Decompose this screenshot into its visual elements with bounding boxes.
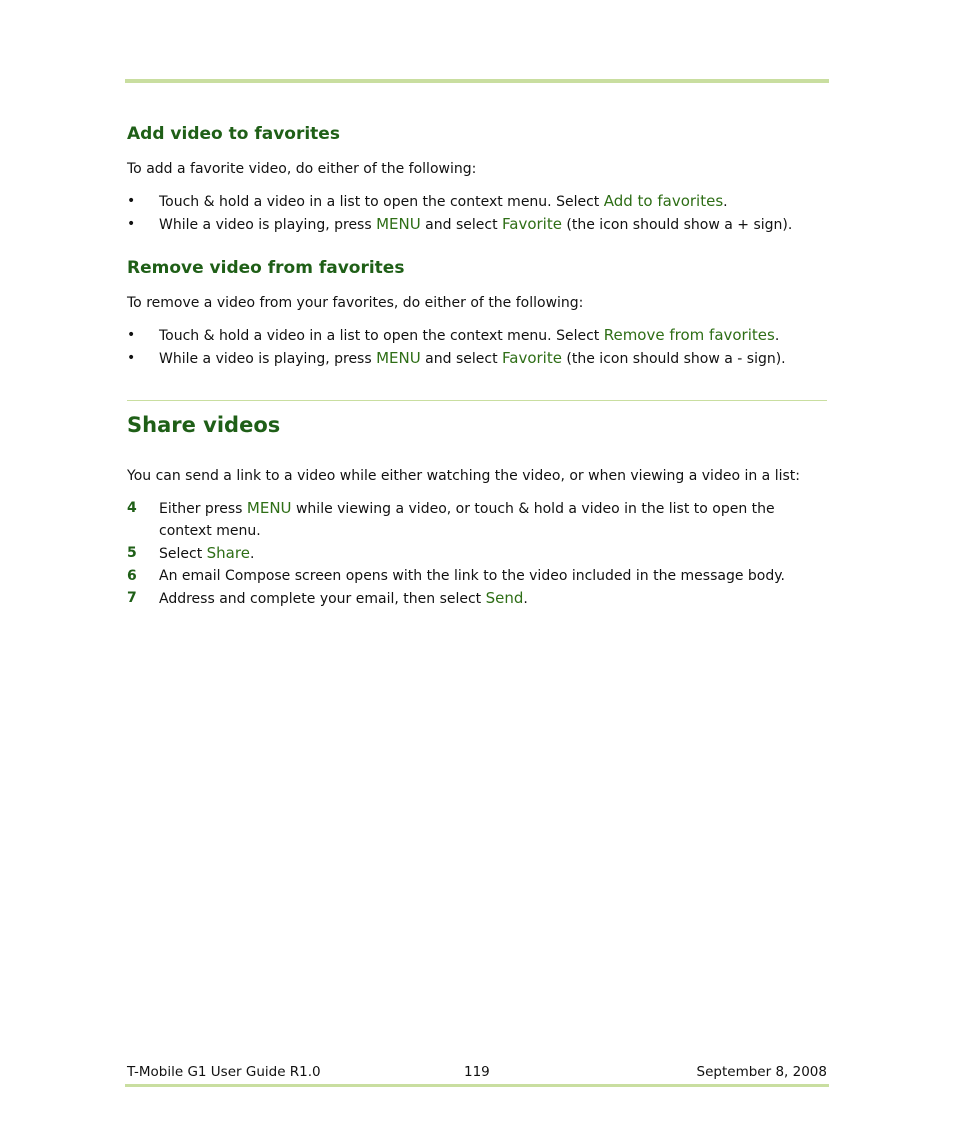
step-number: 5	[127, 545, 137, 561]
ui-term-share: Share	[206, 544, 250, 562]
header-rule	[125, 79, 829, 83]
ui-term-add-to-favorites: Add to favorites	[603, 192, 724, 210]
ui-term-favorite: Favorite	[502, 215, 562, 233]
step-number: 6	[127, 568, 137, 584]
list-item: • While a video is playing, press MENU and select Favorite (the icon should show a - sign).	[127, 349, 786, 367]
bullet: •	[127, 327, 136, 343]
footer-date: September 8, 2008	[696, 1064, 827, 1080]
list-item: • Touch & hold a video in a list to open the context menu. Select Remove from favorites.	[127, 326, 780, 344]
footer-guide-title: T-Mobile G1 User Guide R1.0	[127, 1064, 321, 1080]
footer-rule	[125, 1084, 829, 1087]
ui-term-menu: MENU	[246, 499, 292, 517]
footer-page-number: 119	[464, 1064, 490, 1080]
add-intro-text: To add a favorite video, do either of the following:	[127, 161, 477, 177]
ui-term-menu: MENU	[376, 215, 421, 233]
ui-term-remove-from-favorites: Remove from favorites	[603, 326, 775, 344]
bullet: •	[127, 193, 136, 209]
step-number: 7	[127, 590, 137, 606]
list-item: 4 Either press MENU while viewing a video, or touch & hold a video in the list to open the context menu.	[127, 499, 775, 539]
ui-term-send: Send	[485, 589, 524, 607]
ui-term-menu: MENU	[376, 349, 421, 367]
share-steps-list	[127, 497, 827, 610]
remove-intro-text: To remove a video from your favorites, do either of the following:	[127, 295, 584, 311]
heading-add-video-to-favorites: Add video to favorites	[127, 124, 340, 144]
remove-options-list	[127, 324, 827, 370]
bullet: •	[127, 350, 136, 366]
list-item: • While a video is playing, press MENU and select Favorite (the icon should show a + sign).	[127, 215, 793, 233]
heading-share-videos: Share videos	[127, 413, 281, 437]
list-item: 6 An email Compose screen opens with the link to the video included in the message body.	[127, 565, 827, 587]
share-intro-text: You can send a link to a video while either watching the video, or when viewing a video in a list:	[127, 468, 800, 484]
bullet: •	[127, 216, 136, 232]
section-divider	[127, 400, 827, 401]
list-item: • Touch & hold a video in a list to open the context menu. Select Add to favorites.	[127, 192, 728, 210]
step-number: 4	[127, 500, 137, 516]
heading-remove-video-from-favorites: Remove video from favorites	[127, 258, 405, 278]
ui-term-favorite: Favorite	[502, 349, 562, 367]
list-item: 5 Select Share.	[127, 544, 255, 562]
list-item: 7 Address and complete your email, then select Send.	[127, 589, 528, 607]
add-options-list	[127, 190, 827, 236]
